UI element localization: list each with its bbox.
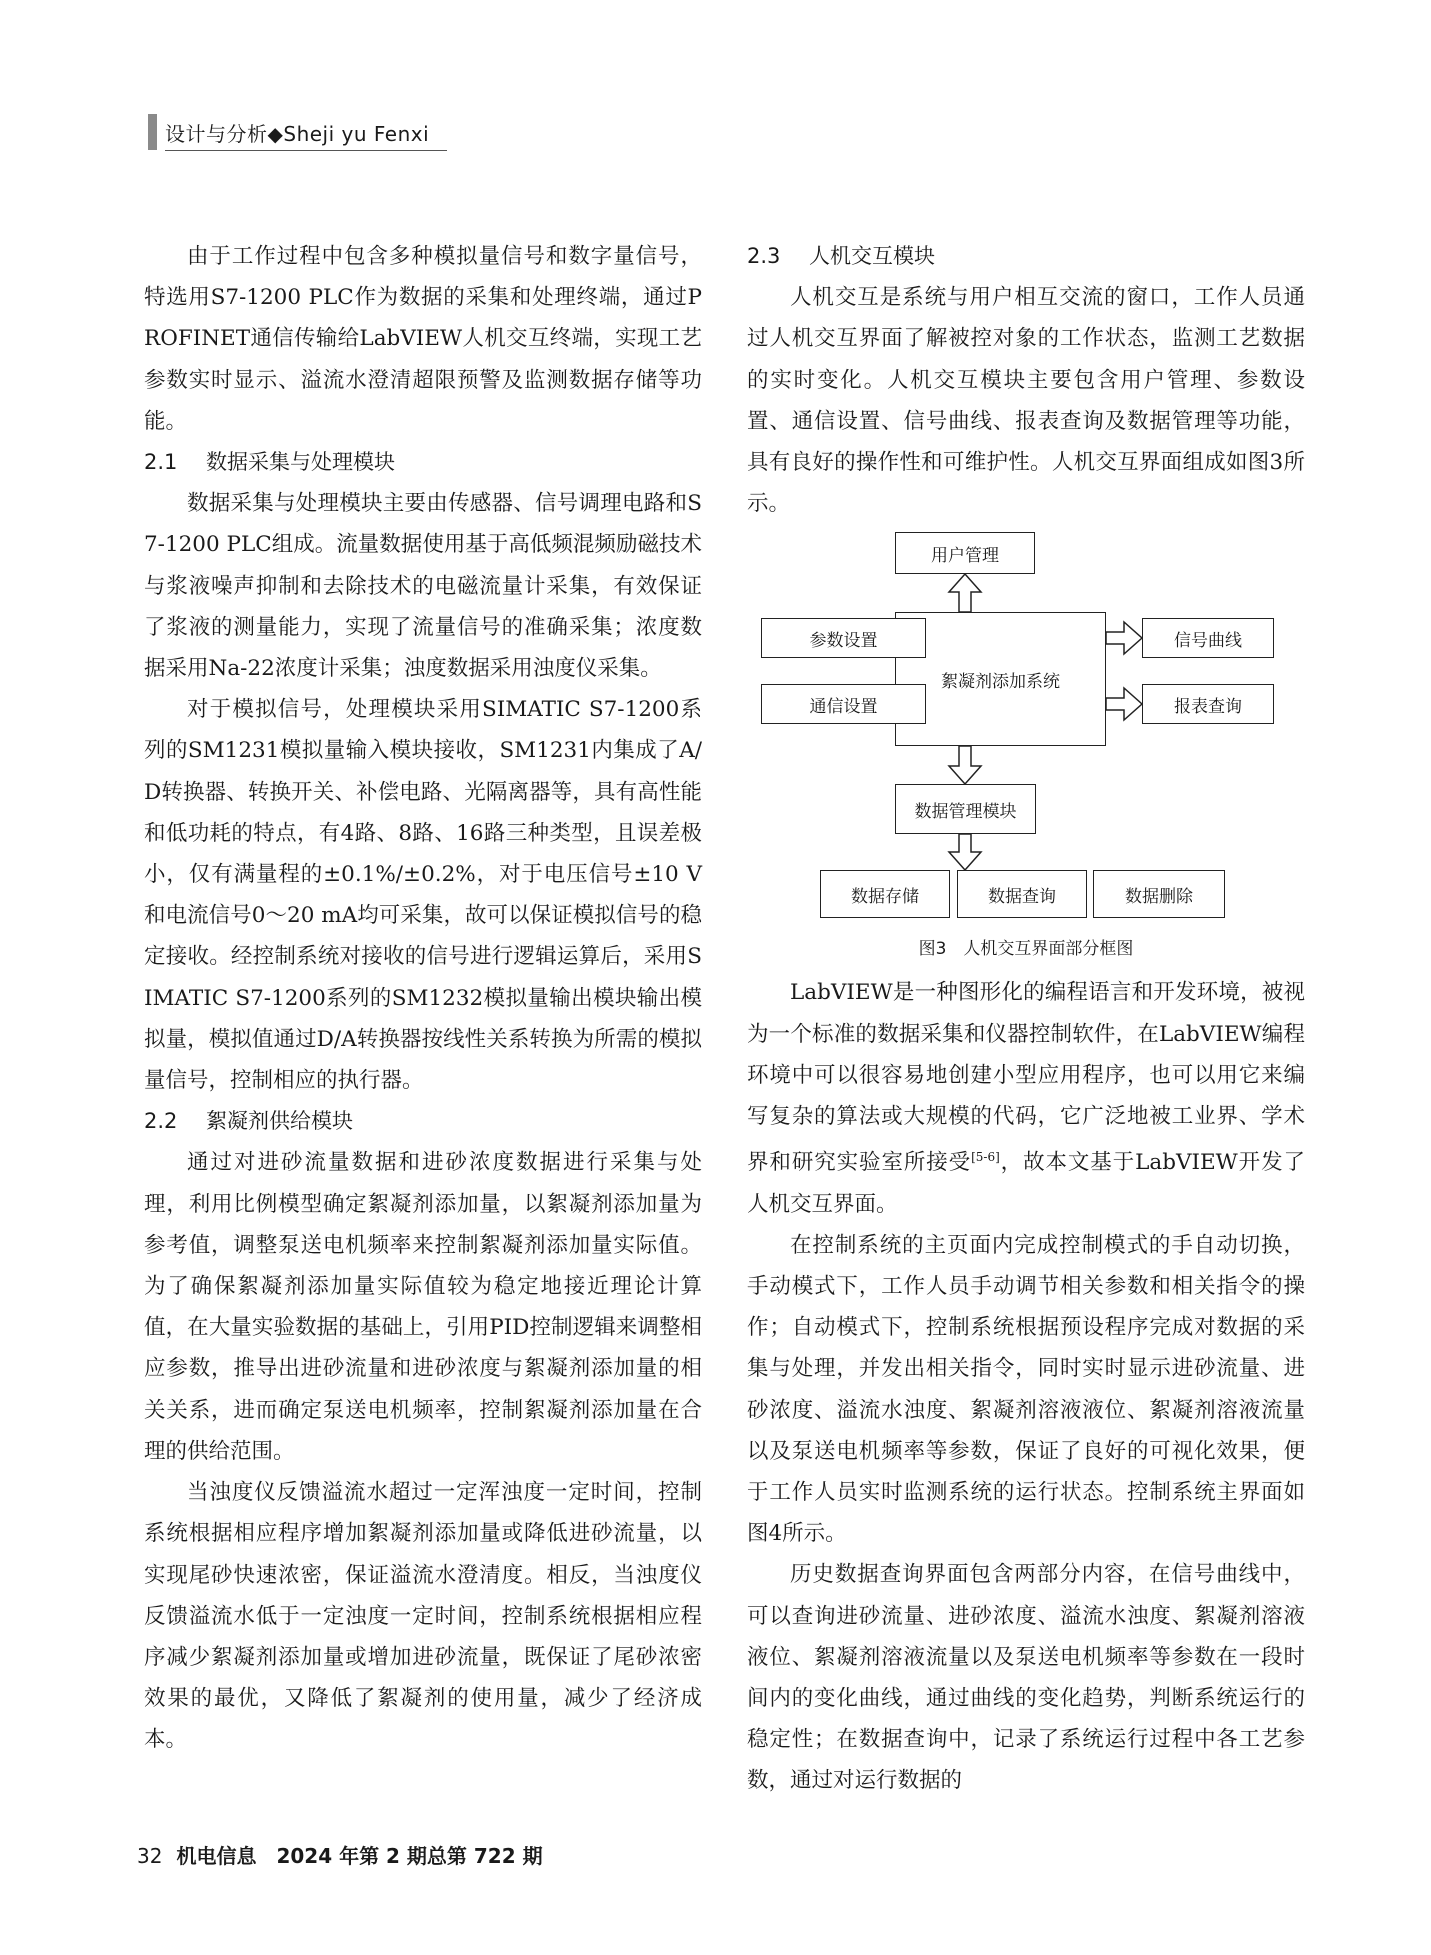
arrow-right-top [1106,622,1142,654]
paragraph-turbidity-control: 当浊度仪反馈溢流水超过一定浑浊度一定时间，控制系统根据相应程序增加絮凝剂添加量或降低进砂流量，以实现尾砂快速浓密，保证溢流水澄清度。相反，当浊度仪反馈溢流水低于一定浊度一定时间，控制系统根据相应程序减少絮凝剂添加量或增加进砂流量，既保证了尾砂浓密效果的最优，又降低了絮凝剂的使用量，减少了经济成本。 [144,1480,702,1753]
page-footer [137,1840,543,1869]
paragraph-flocculant-supply: 通过对进砂流量数据和进砂浓度数据进行采集与处理，利用比例模型确定絮凝剂添加量，以絮凝剂添加量为参考值，调整泵送电机频率来控制絮凝剂添加量实际值。为了确保絮凝剂添加量实际值较为稳定地接近理论计算值，在大量实验数据的基础上，引用PID控制逻辑来调整相应参数，推导出进砂流量和进砂浓度与絮凝剂添加量的相关关系，进而确定泵送电机频率，控制絮凝剂添加量在合理的供给范围。 [144,1150,702,1464]
paragraph-history-query: 历史数据查询界面包含两部分内容，在信号曲线中，可以查询进砂流量、进砂浓度、溢流水浊度、絮凝剂溶液液位、絮凝剂溶液流量以及泵送电机频率等参数在一段时间内的变化曲线，通过曲线的变化趋势，判断系统运行的稳定性；在数据查询中，记录了系统运行过程中各工艺参数，通过对运行数据的 [747,1562,1305,1794]
box-data-deletion: 数据删除 [1093,870,1225,918]
box-data-storage: 数据存储 [820,870,950,918]
section-heading-2-2 [144,1101,702,1142]
paragraph-analog-signal: 对于模拟信号，处理模块采用SIMATIC S7-1200系列的SM1231模拟量输入模块接收，SM1231内集成了A/D转换器、转换开关、补偿电路、光隔离器等，具有高性能和低功耗的特点，有4路、8路、16路三种类型，且误差极小，仅有满量程的±0.1%/±0.2%，对于电压信号±10 V和电流信号0～20 mA均可采集，故可以保证模拟信号的稳定接收。经控制系统对接收的信号进行逻辑运算后，采用SIMATIC S7-1200系列的SM1232模拟量输出模块输出模拟量，模拟值通过D/A转换器按线性关系转换为所需的模拟量信号，控制相应的执行器。 [144,697,702,1094]
paragraph-data-acquisition: 数据采集与处理模块主要由传感器、信号调理电路和S7-1200 PLC组成。流量数据使用基于高低频混频励磁技术与浆液噪声抑制和去除技术的电磁流量计采集，有效保证了浆液的测量能力，实现了流量信号的准确采集；浓度数据采用Na-22浓度计采集；浊度数据采用浊度仪采集。 [144,491,702,682]
box-flocculant-system: 絮凝剂添加系统 [895,612,1106,746]
arrow-down-1 [949,746,981,784]
right-column [747,236,1305,1802]
section-number: 2.3 [747,244,781,268]
box-parameter-settings: 参数设置 [761,618,926,658]
page-number: 32 [137,1844,163,1868]
running-header [148,112,430,152]
section-number: 2.1 [144,450,178,475]
paragraph-intro: 由于工作过程中包含多种模拟量信号和数字量信号，特选用S7-1200 PLC作为数据的采集和处理终端，通过PROFINET通信传输给LabVIEW人机交互终端，实现工艺参数实时显示、溢流水澄清超限预警及监测数据存储等功能。 [144,244,702,434]
section-title: 数据采集与处理模块 [206,450,395,475]
box-signal-curve: 信号曲线 [1142,618,1274,658]
section-title: 絮凝剂供给模块 [206,1109,353,1134]
box-user-management: 用户管理 [895,532,1035,574]
labview-text: LabVIEW是一种图形化的编程语言和开发环境，被视为一个标准的数据采集和仪器控制软件，在LabVIEW编程环境中可以很容易地创建小型应用程序，也可以用它来编写复杂的算法或大规模的代码，它广泛地被工业界、学术界和研究实验室所接受 [747,980,1305,1176]
arrow-down-2 [949,834,981,870]
paragraph-main-page: 在控制系统的主页面内完成控制模式的手自动切换，手动模式下，工作人员手动调节相关参数和相关指令的操作；自动模式下，控制系统根据预设程序完成对数据的采集与处理，并发出相关指令，同时实时显示进砂流量、进砂浓度、溢流水浊度、絮凝剂溶液液位、絮凝剂溶液流量以及泵送电机频率等参数，保证了良好的可视化效果，便于工作人员实时监测系统的运行状态。控制系统主界面如图4所示。 [747,1232,1305,1547]
figure-3-block-diagram [747,530,1305,930]
figure-caption: 图3 人机交互界面部分框图 [918,939,1134,960]
arrow-right-bottom [1106,688,1142,720]
arrow-up [949,574,981,612]
paragraph-labview [747,972,1305,1224]
section-heading-2-1 [144,442,702,483]
section-title: 人机交互模块 [809,244,935,268]
header-bar [148,114,157,150]
box-report-query: 报表查询 [1142,684,1274,724]
section-heading-2-3 [747,236,1305,277]
box-data-management: 数据管理模块 [895,784,1036,834]
header-rule [165,150,447,151]
journal-info: 机电信息 2024 年第 2 期总第 722 期 [176,1844,543,1868]
paragraph-hmi-intro: 人机交互是系统与用户相互交流的窗口，工作人员通过人机交互界面了解被控对象的工作状态，监测工艺数据的实时变化。人机交互模块主要包含用户管理、参数设置、通信设置、信号曲线、报表查询及数据管理等功能，具有良好的操作性和可维护性。人机交互界面组成如图3所示。 [747,285,1305,517]
box-data-query: 数据查询 [957,870,1087,918]
labview-text-tail: ，故本文基于LabVIEW开发了人机交互界面。 [747,1150,1305,1217]
section-number: 2.2 [144,1109,178,1134]
box-communication-settings: 通信设置 [761,684,926,724]
left-column [144,236,702,1761]
running-head-text: 设计与分析◆Sheji yu Fenxi [165,122,430,146]
citation-ref: [5-6] [971,1150,1000,1165]
